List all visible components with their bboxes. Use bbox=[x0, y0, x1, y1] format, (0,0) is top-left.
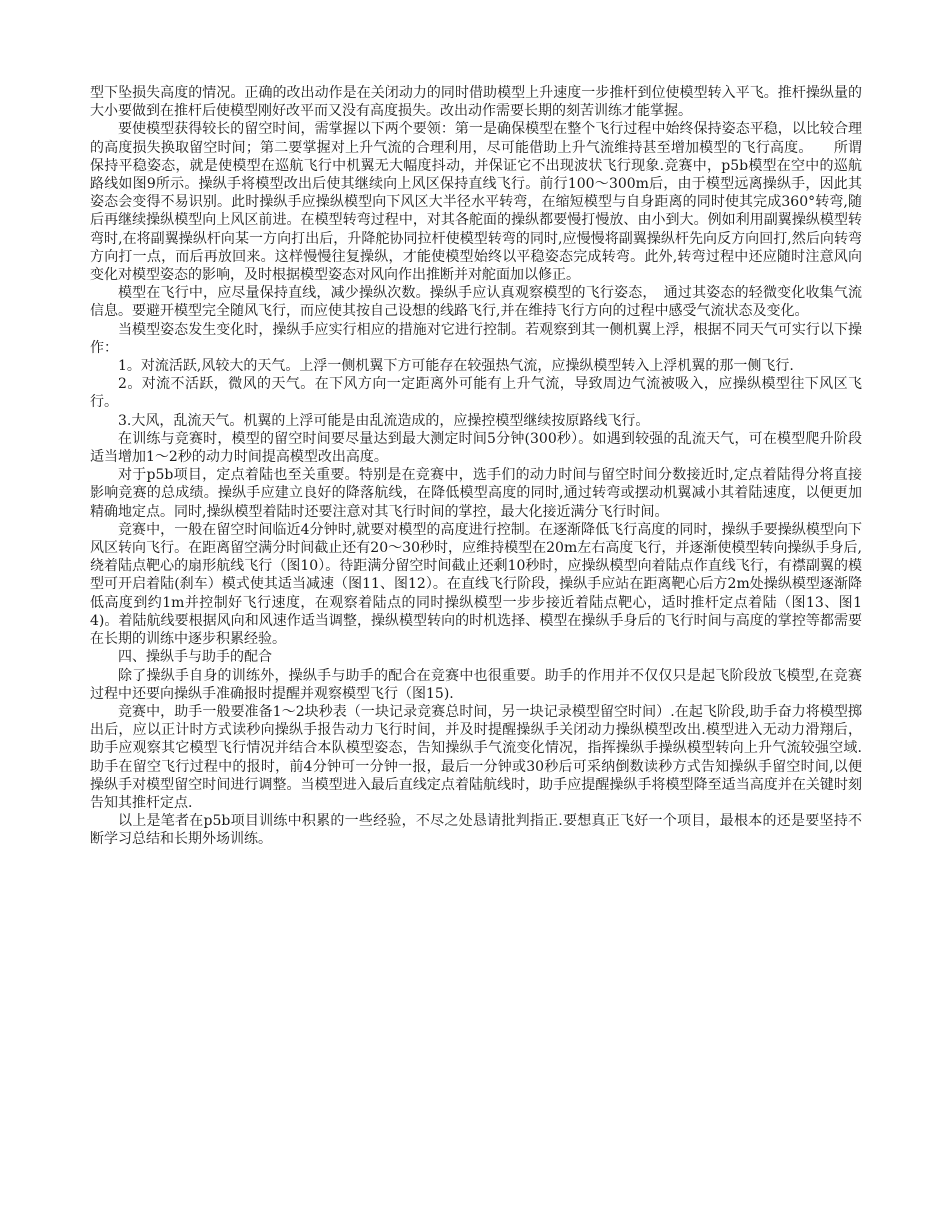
paragraph-6: 2。对流不活跃，微风的天气。在下风方向一定距离外可能有上升气流，导致周边气流被吸入，应操纵模型往下风区飞行。 bbox=[90, 376, 862, 411]
paragraph-8: 在训练与竞赛时，模型的留空时间要尽量达到最大测定时间5分钟(300秒）。如遇到较强的乱流天气，可在模型爬升阶段适当增加1～2秒的动力时间提高模型改出高度。 bbox=[90, 430, 862, 466]
paragraph-10: 竞赛中，一般在留空时间临近4分钟时,就要对模型的高度进行控制。在逐渐降低飞行高度的同时，操纵手要操纵模型向下风区转向飞行。在距离留空满分时间截止还有20～30秒时，应维持模型在20m左右高度飞行，并逐渐使模型转向操纵手身后,绕着陆点靶心的扇形航线飞行（图10）。待距满分留空时间截止还剩10秒时，应操纵模型向着陆点作直线飞行，有襟副翼的模型可开启着陆(刹车）模式使其适当减速（图11、图12）。在直线飞行阶段，操纵手应站在距离靶心后方2m处操纵模型逐渐降低高度到约1m并控制好飞行速度，在观察着陆点的同时操纵模型一步步接近着陆点靶心，适时推杆定点着陆（图13、图14)。着陆航线要根据风向和风速作适当调整，操纵模型转向的时机选择、模型在操纵手身后的飞行时间与高度的掌控等都需要在长期的训练中逐步积累经验。 bbox=[90, 521, 862, 648]
paragraph-1: 型下坠损失高度的情况。正确的改出动作是在关闭动力的同时借助模型上升速度一步推杆到位使模型转入平飞。推杆操纵量的大小要做到在推杆后使模型刚好改平而又没有高度损失。改出动作需要长期的刻苦训练才能掌握。 bbox=[90, 85, 862, 120]
paragraph-14: 以上是笔者在p5b项目训练中积累的一些经验，不尽之处恳请批判指正.要想真正飞好一个项目，最根本的还是要坚持不断学习总结和长期外场训练。 bbox=[90, 813, 862, 848]
paragraph-9: 对于p5b项目，定点着陆也至关重要。特别是在竞赛中，选手们的动力时间与留空时间分数接近时,定点着陆得分将直接影响竞赛的总成绩。操纵手应建立良好的降落航线，在降低模型高度的同时,通过转弯或摆动机翼减小其着陆速度，以便更加精确地定点。同时,操纵模型着陆时还要注意对其飞行时间的掌控，最大化接近满分飞行时间。 bbox=[90, 467, 862, 520]
paragraph-12: 除了操纵手自身的训练外，操纵手与助手的配合在竞赛中也很重要。助手的作用并不仅仅只是起飞阶段放飞模型,在竞赛过程中还要向操纵手准确报时提醒并观察模型飞行（图15). bbox=[90, 667, 862, 702]
paragraph-11: 四、操纵手与助手的配合 bbox=[118, 649, 272, 666]
paragraph-2: 要使模型获得较长的留空时间，需掌握以下两个要领：第一是确保模型在整个飞行过程中始终保持姿态平稳，以比较合理的高度损失换取留空时间；第二要掌握对上升气流的合理利用，尽可能借助上升气流维持甚至增加模型的飞行高度。 所谓保持平稳姿态，就是使模型在巡航飞行中机翼无大幅度抖动，并保证它不出现波状飞行现象.竞赛中，p5b模型在空中的巡航路线如图9所示。操纵手将模型改出后使其继续向上风区保持直线飞行。前行100～300m后，由于模型远离操纵手，因此其姿态会变得不易识别。此时操纵手应操纵模型向下风区大半径水平转弯，在缩短模型与自身距离的同时使其完成360°转弯,随后再继续操纵模型向上风区前进。在模型转弯过程中，对其各舵面的操纵都要慢打慢放、由小到大。例如利用副翼操纵模型转弯时,在将副翼操纵杆向某一方向打出后，升降舵协同拉杆使模型转弯的同时,应慢慢将副翼操纵杆先向反方向回打,然后向转弯方向打一点，而后再放回来。这样慢慢往复操纵，才能使模型始终以平稳姿态完成转弯。此外,转弯过程中还应随时注意风向变化对模型姿态的影响，及时根据模型姿态对风向作出推断并对舵面加以修正。 bbox=[90, 121, 862, 284]
paragraph-7: 3.大风，乱流天气。机翼的上浮可能是由乱流造成的，应操控模型继续按原路线飞行。 bbox=[118, 412, 650, 429]
paragraph-3: 模型在飞行中，应尽量保持直线，减少操纵次数。操纵手应认真观察模型的飞行姿态， 通过其姿态的轻微变化收集气流信息。要避开模型完全随风飞行，而应使其按自己设想的线路飞行,并在维持飞行方向的过程中感受气流状态及变化。 bbox=[90, 285, 862, 320]
paragraph-5: 1。对流活跃,风较大的天气。上浮一侧机翼下方可能存在较强热气流，应操纵模型转入上浮机翼的那一侧飞行. bbox=[118, 358, 794, 375]
paragraph-13: 竞赛中，助手一般要准备1～2块秒表（一块记录竞赛总时间，另一块记录模型留空时间）.在起飞阶段,助手奋力将模型掷出后，应以正计时方式读秒向操纵手报告动力飞行时间，并及时提醒操纵手关闭动力操纵模型改出.模型进入无动力滑翔后，助手应观察其它模型飞行情况并结合本队模型姿态，告知操纵手气流变化情况，指挥操纵手操纵模型转向上升气流较强空域.助手在留空飞行过程中的报时，前4分钟可一分钟一报，最后一分钟或30秒后可采纳倒数读秒方式告知操纵手留空时间,以便操纵手对模型留空时间进行调整。当模型进入最后直线定点着陆航线时，助手应提醒操纵手将模型降至适当高度并在关键时刻告知其推杆定点. bbox=[90, 703, 862, 811]
document-body bbox=[90, 84, 862, 849]
paragraph-4: 当模型姿态发生变化时，操纵手应实行相应的措施对它进行控制。若观察到其一侧机翼上浮，根据不同天气可实行以下操作： bbox=[90, 321, 862, 356]
